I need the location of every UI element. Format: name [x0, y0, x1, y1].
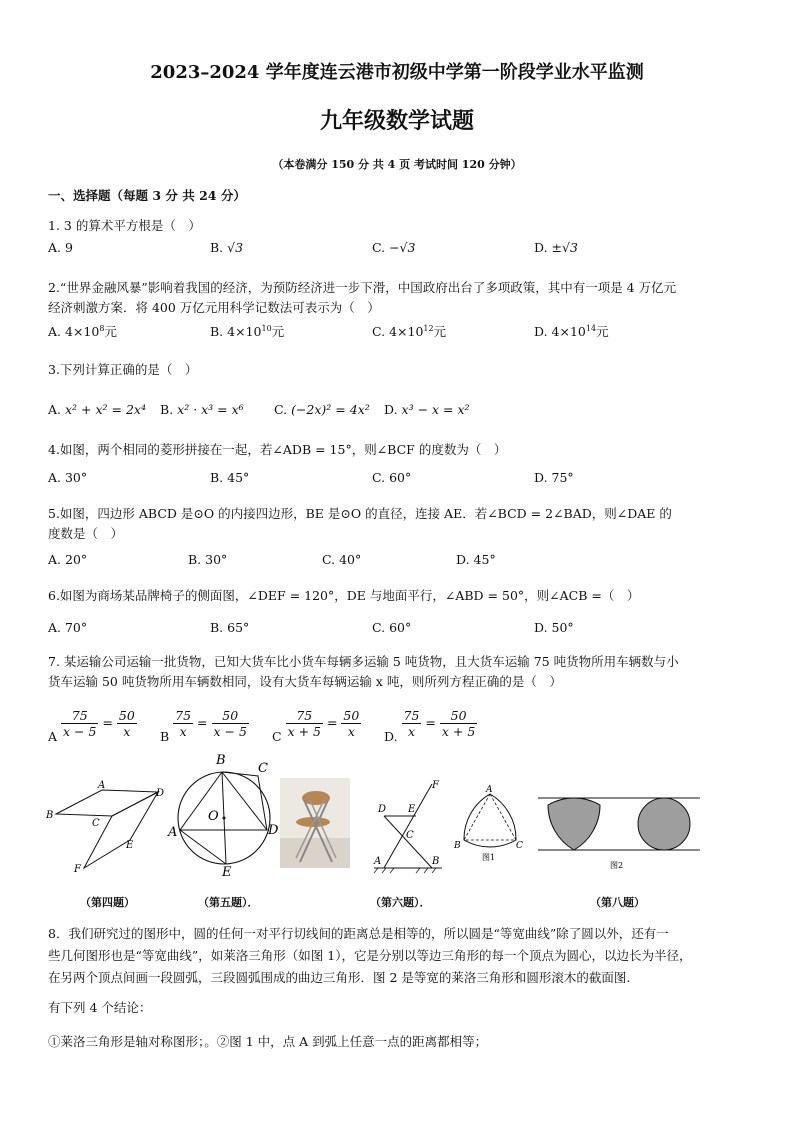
q7-option-a: A $\frac{75}{x - 5}$ = $\frac{50}{x}$ [48, 708, 135, 744]
q6-option-b: B. 65° [210, 620, 250, 635]
q6-label-b: B [432, 856, 440, 867]
q5-option-a: A. 20° [48, 552, 88, 567]
q5-figure [166, 752, 284, 876]
q8-fig2-label: 图2 [610, 861, 624, 870]
q8-label-c: C [516, 841, 523, 851]
q1-option-a: A. 9 [48, 240, 73, 255]
q4-label-d: D [156, 788, 165, 799]
q2-option-d: D. $4\times 10^{14}$元 [534, 323, 609, 339]
q3-option-c: C. (−2x)² = 4x² [274, 402, 370, 417]
q8-label-a: A [486, 785, 493, 795]
q7-option-b: B $\frac{75}{x}$ = $\frac{50}{x - 5}$ [160, 708, 247, 744]
q5-label-b: B [216, 753, 226, 768]
q8-fig1-label: 图1 [482, 853, 496, 862]
q5-label-c: C [258, 761, 268, 776]
q4-figure [44, 776, 174, 876]
q3-stem: 3.下列计算正确的是（ ） [48, 362, 198, 377]
q4-option-b: B. 45° [210, 470, 250, 485]
q8-label-b: B [454, 841, 461, 851]
q6-option-d: D. 50° [534, 620, 574, 635]
q6-caption: （第六题）． [370, 896, 431, 909]
q5-stem-line2: 度数是（ ） [48, 526, 124, 541]
q4-label-b: B [46, 810, 54, 821]
q1-option-c: C. −√3 [372, 240, 416, 255]
q4-label-a: A [98, 780, 106, 791]
q4-label-c: C [92, 818, 100, 829]
q8-caption: （第八题） [590, 896, 645, 909]
q6-label-f: F [432, 780, 439, 791]
q6-option-a: A. 70° [48, 620, 88, 635]
q4-stem: 4.如图，两个相同的菱形拼接在一起，若∠ADB = 15°，则∠BCF 的度数为（ ） [48, 442, 507, 457]
q6-label-a: A [374, 856, 382, 867]
q8-conclusion-1: ①莱洛三角形是轴对称图形；。②图 1 中，点 A 到弧上任意一点的距离都相等； [48, 1034, 488, 1049]
q5-label-e: E [222, 865, 232, 876]
q6-label-c: C [406, 830, 414, 841]
q4-option-c: C. 60° [372, 470, 412, 485]
q5-label-d: D [268, 823, 279, 838]
q7-option-d: D. $\frac{75}{x}$ = $\frac{50}{x + 5}$ [384, 708, 476, 744]
q7-stem-line2: 货车运输 50 吨货物所用车辆数相同，设有大货车每辆运输 x 吨，则所列方程正确的是（ ） [48, 674, 562, 689]
q4-option-d: D. 75° [534, 470, 574, 485]
q1-option-b: B. √3 [210, 240, 244, 255]
chair-photo [280, 778, 350, 868]
exam-note: （本卷满分 150 分 共 4 页 考试时间 120 分钟） [272, 158, 522, 171]
q2-stem-line1: 2.“世界金融风暴”影响着我国的经济，为预防经济进一步下滑，中国政府出台了多项政策，其中有一项是 4 万亿元 [48, 280, 677, 295]
q6-option-c: C. 60° [372, 620, 412, 635]
q5-caption: （第五题）． [198, 896, 259, 909]
q1-stem: 1. 3 的算术平方根是（ ） [48, 218, 201, 233]
q2-option-a: A. $4\times 10^8$元 [48, 323, 117, 339]
q2-option-b: B. $4\times 10^{10}$元 [210, 323, 285, 339]
q5-option-c: C. 40° [322, 552, 362, 567]
q5-option-b: B. 30° [188, 552, 228, 567]
q4-label-f: F [74, 864, 81, 875]
q8-stem-line2: 些几何图形也是“等宽曲线”，如莱洛三角形（如图 1），它是分别以等边三角形的每一个顶点为圆心，以边长为半径， [48, 948, 692, 963]
q6-label-e: E [408, 804, 416, 815]
q8-stem-line4: 有下列 4 个结论： [48, 1000, 152, 1015]
q4-label-e: E [126, 840, 134, 851]
q3-option-a: A. x² + x² = 2x⁴ [48, 402, 146, 417]
q3-option-d: D. x³ − x = x² [384, 402, 470, 417]
q8-figure-2 [534, 790, 704, 872]
q8-figure-1 [452, 782, 528, 862]
q6-label-d: D [378, 804, 387, 815]
section-heading: 一、选择题（每题 3 分 共 24 分） [48, 188, 246, 203]
q6-figure [370, 776, 450, 874]
q1-option-d: D. ±√3 [534, 240, 578, 255]
chair-image [280, 778, 350, 868]
q7-option-c: C $\frac{75}{x + 5}$ = $\frac{50}{x}$ [272, 708, 360, 744]
q3-option-b: B. x² · x³ = x⁶ [160, 402, 244, 417]
q4-option-a: A. 30° [48, 470, 88, 485]
q6-stem: 6.如图为商场某品牌椅子的侧面图，∠DEF = 120°，DE 与地面平行，∠ABD = 50°，则∠ACB =（ ） [48, 588, 640, 603]
exam-title: 2023–2024 学年度连云港市初级中学第一阶段学业水平监测 [150, 62, 644, 83]
q5-stem-line1: 5.如图，四边形 ABCD 是⊙O 的内接四边形，BE 是⊙O 的直径，连接 AE．若∠BCD = 2∠BAD，则∠DAE 的 [48, 506, 672, 521]
q5-label-o: O [208, 809, 219, 824]
q4-caption: （第四题） [80, 896, 135, 909]
q2-stem-line2: 经济刺激方案．将 400 万亿元用科学记数法可表示为（ ） [48, 300, 380, 315]
q5-label-a: A [168, 825, 178, 840]
q7-stem-line1: 7. 某运输公司运输一批货物，已知大货车比小货车每辆多运输 5 吨货物，且大货车运输 75 吨货物所用车辆数与小 [48, 654, 679, 669]
q8-stem-line1: 8．我们研究过的图形中，圆的任何一对平行切线间的距离总是相等的，所以圆是“等宽曲线”除了圆以外，还有一 [48, 926, 669, 941]
q5-option-d: D. 45° [456, 552, 496, 567]
q8-stem-line3: 在另两个顶点间画一段圆弧，三段圆弧围成的曲边三角形．图 2 是等宽的莱洛三角形和圆形滚木的截面图. [48, 970, 631, 985]
q2-option-c: C. $4\times 10^{12}$元 [372, 323, 447, 339]
exam-subtitle: 九年级数学试题 [319, 108, 474, 134]
